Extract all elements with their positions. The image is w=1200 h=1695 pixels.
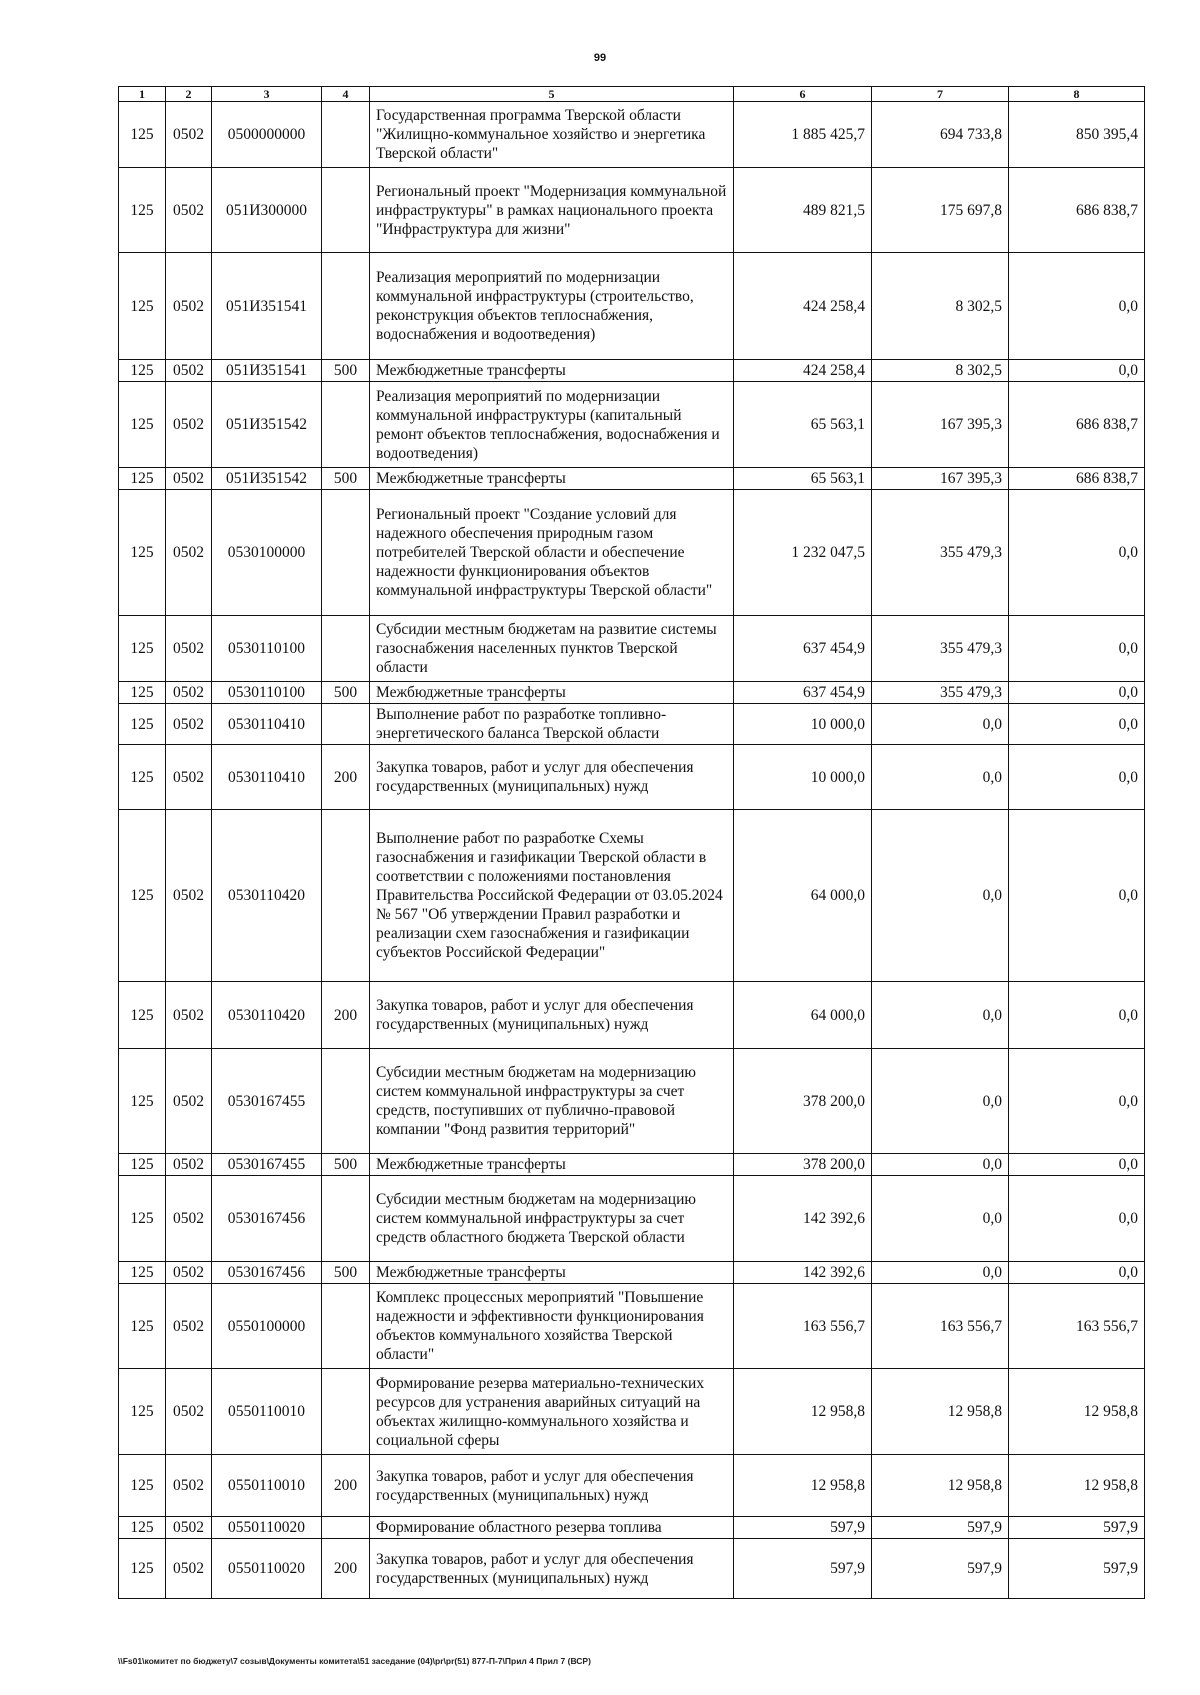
table-row: [119, 382, 1145, 468]
cell-target-article: 0530167455: [212, 1049, 322, 1154]
table-row: [119, 1517, 1145, 1539]
cell-description: Выполнение работ по разработке Схемы газоснабжения и газификации Тверской области в соответствии с положениями постановления Правительства Российской Федерации от 03.05.2024 № 567 "Об утверждении Правил разработки и реализации схем газоснабжения и газификации субъектов Российской Федерации": [370, 810, 734, 982]
cell-target-article: 051И351542: [212, 382, 322, 468]
cell-amount-6: 1 885 425,7: [734, 102, 872, 168]
cell-expense-type: [322, 382, 370, 468]
cell-section-code: 0502: [166, 1262, 212, 1284]
cell-target-article: 0530110410: [212, 704, 322, 745]
table-row: [119, 1154, 1145, 1176]
cell-admin-code: 125: [119, 1455, 166, 1517]
cell-amount-8: 0,0: [1009, 1176, 1145, 1262]
cell-expense-type: 200: [322, 982, 370, 1049]
cell-section-code: 0502: [166, 810, 212, 982]
cell-admin-code: 125: [119, 745, 166, 810]
cell-expense-type: [322, 810, 370, 982]
column-header: 4: [322, 87, 370, 102]
cell-amount-6: 142 392,6: [734, 1176, 872, 1262]
table-row: [119, 1455, 1145, 1517]
cell-amount-6: 64 000,0: [734, 810, 872, 982]
cell-description: Реализация мероприятий по модернизации коммунальной инфраструктуры (капитальный ремонт объектов теплоснабжения, водоснабжения и водоотведения): [370, 382, 734, 468]
cell-amount-8: 0,0: [1009, 682, 1145, 704]
cell-section-code: 0502: [166, 382, 212, 468]
cell-target-article: 0550100000: [212, 1284, 322, 1369]
footer-file-path: \\Fs01\комитет по бюджету\7 созыв\Документы комитета\51 заседание (04)\pr\pr(51) 877-П-7\Прил 4 Прил 7 (ВСР): [118, 1656, 591, 1666]
cell-section-code: 0502: [166, 360, 212, 382]
cell-amount-8: 0,0: [1009, 704, 1145, 745]
cell-amount-6: 378 200,0: [734, 1049, 872, 1154]
cell-expense-type: 200: [322, 745, 370, 810]
table-row: [119, 1049, 1145, 1154]
cell-amount-7: 355 479,3: [872, 490, 1009, 616]
cell-target-article: 0500000000: [212, 102, 322, 168]
table-row: [119, 1539, 1145, 1599]
cell-target-article: 0530167455: [212, 1154, 322, 1176]
cell-amount-7: 0,0: [872, 1176, 1009, 1262]
cell-admin-code: 125: [119, 1517, 166, 1539]
cell-amount-7: 167 395,3: [872, 382, 1009, 468]
cell-description: Комплекс процессных мероприятий "Повышение надежности и эффективности функционирования объектов коммунального хозяйства Тверской области": [370, 1284, 734, 1369]
cell-description: Субсидии местным бюджетам на развитие системы газоснабжения населенных пунктов Тверской области: [370, 616, 734, 682]
cell-description: Закупка товаров, работ и услуг для обеспечения государственных (муниципальных) нужд: [370, 982, 734, 1049]
cell-description: Межбюджетные трансферты: [370, 1154, 734, 1176]
cell-admin-code: 125: [119, 1539, 166, 1599]
cell-amount-8: 0,0: [1009, 745, 1145, 810]
cell-amount-8: 850 395,4: [1009, 102, 1145, 168]
cell-amount-6: 378 200,0: [734, 1154, 872, 1176]
cell-target-article: 0550110020: [212, 1539, 322, 1599]
cell-section-code: 0502: [166, 682, 212, 704]
cell-section-code: 0502: [166, 1049, 212, 1154]
cell-amount-7: 0,0: [872, 982, 1009, 1049]
cell-amount-7: 355 479,3: [872, 682, 1009, 704]
cell-section-code: 0502: [166, 168, 212, 253]
cell-amount-7: 0,0: [872, 810, 1009, 982]
cell-amount-7: 597,9: [872, 1539, 1009, 1599]
column-header: 6: [734, 87, 872, 102]
cell-amount-7: 0,0: [872, 704, 1009, 745]
table-row: [119, 1262, 1145, 1284]
column-header: 8: [1009, 87, 1145, 102]
cell-admin-code: 125: [119, 1284, 166, 1369]
cell-admin-code: 125: [119, 982, 166, 1049]
table-row: [119, 682, 1145, 704]
cell-description: Межбюджетные трансферты: [370, 1262, 734, 1284]
cell-amount-8: 0,0: [1009, 1262, 1145, 1284]
column-header: 3: [212, 87, 322, 102]
cell-target-article: 051И300000: [212, 168, 322, 253]
cell-expense-type: [322, 704, 370, 745]
table-row: [119, 810, 1145, 982]
cell-amount-7: 0,0: [872, 1049, 1009, 1154]
cell-admin-code: 125: [119, 468, 166, 490]
cell-expense-type: 500: [322, 1154, 370, 1176]
cell-target-article: 0530167456: [212, 1262, 322, 1284]
cell-description: Межбюджетные трансферты: [370, 682, 734, 704]
cell-amount-8: 686 838,7: [1009, 382, 1145, 468]
table-row: [119, 490, 1145, 616]
column-header: 2: [166, 87, 212, 102]
cell-admin-code: 125: [119, 810, 166, 982]
cell-amount-6: 64 000,0: [734, 982, 872, 1049]
cell-amount-7: 597,9: [872, 1517, 1009, 1539]
cell-amount-6: 637 454,9: [734, 616, 872, 682]
cell-amount-7: 167 395,3: [872, 468, 1009, 490]
cell-amount-7: 0,0: [872, 745, 1009, 810]
column-header: 1: [119, 87, 166, 102]
cell-admin-code: 125: [119, 704, 166, 745]
page-number: 99: [593, 52, 607, 64]
cell-description: Формирование резерва материально-технических ресурсов для устранения аварийных ситуаций на объектах жилищно-коммунального хозяйства и социальной сферы: [370, 1369, 734, 1455]
cell-expense-type: [322, 1517, 370, 1539]
cell-description: Выполнение работ по разработке топливно-энергетического баланса Тверской области: [370, 704, 734, 745]
cell-amount-7: 12 958,8: [872, 1455, 1009, 1517]
cell-admin-code: 125: [119, 253, 166, 360]
cell-target-article: 0550110010: [212, 1369, 322, 1455]
cell-section-code: 0502: [166, 1176, 212, 1262]
table-row: [119, 704, 1145, 745]
cell-description: Межбюджетные трансферты: [370, 360, 734, 382]
cell-expense-type: 500: [322, 468, 370, 490]
table-row: [119, 745, 1145, 810]
cell-amount-8: 0,0: [1009, 1049, 1145, 1154]
cell-expense-type: 500: [322, 682, 370, 704]
cell-description: Региональный проект "Модернизация коммунальной инфраструктуры" в рамках национального проекта "Инфраструктура для жизни": [370, 168, 734, 253]
cell-amount-8: 12 958,8: [1009, 1369, 1145, 1455]
cell-amount-6: 12 958,8: [734, 1455, 872, 1517]
cell-expense-type: 200: [322, 1539, 370, 1599]
cell-description: Формирование областного резерва топлива: [370, 1517, 734, 1539]
cell-target-article: 0530100000: [212, 490, 322, 616]
cell-amount-6: 597,9: [734, 1539, 872, 1599]
cell-amount-6: 637 454,9: [734, 682, 872, 704]
cell-admin-code: 125: [119, 1176, 166, 1262]
cell-amount-7: 355 479,3: [872, 616, 1009, 682]
header-row: [119, 87, 1145, 102]
cell-description: Закупка товаров, работ и услуг для обеспечения государственных (муниципальных) нужд: [370, 745, 734, 810]
cell-expense-type: 500: [322, 360, 370, 382]
cell-amount-6: 10 000,0: [734, 745, 872, 810]
table-row: [119, 982, 1145, 1049]
cell-admin-code: 125: [119, 360, 166, 382]
cell-amount-8: 686 838,7: [1009, 168, 1145, 253]
table-row: [119, 468, 1145, 490]
column-header: 5: [370, 87, 734, 102]
budget-table: [118, 86, 1145, 1599]
cell-amount-6: 424 258,4: [734, 360, 872, 382]
cell-target-article: 0550110020: [212, 1517, 322, 1539]
cell-admin-code: 125: [119, 1049, 166, 1154]
cell-amount-8: 686 838,7: [1009, 468, 1145, 490]
cell-expense-type: [322, 253, 370, 360]
table-row: [119, 1284, 1145, 1369]
cell-admin-code: 125: [119, 1154, 166, 1176]
cell-description: Реализация мероприятий по модернизации коммунальной инфраструктуры (строительство, реконструкция объектов теплоснабжения, водоснабжения и водоотведения): [370, 253, 734, 360]
cell-amount-7: 0,0: [872, 1262, 1009, 1284]
cell-amount-6: 424 258,4: [734, 253, 872, 360]
cell-amount-7: 163 556,7: [872, 1284, 1009, 1369]
cell-description: Закупка товаров, работ и услуг для обеспечения государственных (муниципальных) нужд: [370, 1455, 734, 1517]
cell-expense-type: [322, 168, 370, 253]
cell-section-code: 0502: [166, 1284, 212, 1369]
cell-description: Региональный проект "Создание условий для надежного обеспечения природным газом потребителей Тверской области и обеспечение надежности функционирования объектов коммунальной инфраструктуры Тверской области": [370, 490, 734, 616]
cell-amount-6: 163 556,7: [734, 1284, 872, 1369]
cell-target-article: 0530110100: [212, 682, 322, 704]
cell-admin-code: 125: [119, 102, 166, 168]
cell-expense-type: [322, 1049, 370, 1154]
cell-section-code: 0502: [166, 616, 212, 682]
table-row: [119, 102, 1145, 168]
cell-section-code: 0502: [166, 102, 212, 168]
cell-section-code: 0502: [166, 704, 212, 745]
table-row: [119, 360, 1145, 382]
cell-section-code: 0502: [166, 1539, 212, 1599]
cell-expense-type: [322, 1369, 370, 1455]
cell-admin-code: 125: [119, 1369, 166, 1455]
cell-amount-6: 65 563,1: [734, 382, 872, 468]
cell-amount-7: 8 302,5: [872, 360, 1009, 382]
cell-amount-6: 142 392,6: [734, 1262, 872, 1284]
cell-description: Межбюджетные трансферты: [370, 468, 734, 490]
cell-section-code: 0502: [166, 982, 212, 1049]
cell-target-article: 0530110410: [212, 745, 322, 810]
cell-expense-type: [322, 1284, 370, 1369]
cell-expense-type: [322, 1176, 370, 1262]
cell-amount-8: 0,0: [1009, 253, 1145, 360]
column-header: 7: [872, 87, 1009, 102]
cell-target-article: 051И351542: [212, 468, 322, 490]
cell-amount-8: 0,0: [1009, 1154, 1145, 1176]
cell-description: Субсидии местным бюджетам на модернизацию систем коммунальной инфраструктуры за счет средств, поступивших от публично-правовой компании "Фонд развития территорий": [370, 1049, 734, 1154]
cell-target-article: 0530167456: [212, 1176, 322, 1262]
cell-section-code: 0502: [166, 468, 212, 490]
cell-admin-code: 125: [119, 682, 166, 704]
cell-expense-type: [322, 102, 370, 168]
cell-amount-6: 597,9: [734, 1517, 872, 1539]
cell-admin-code: 125: [119, 168, 166, 253]
cell-amount-8: 0,0: [1009, 490, 1145, 616]
cell-amount-8: 597,9: [1009, 1517, 1145, 1539]
cell-amount-7: 0,0: [872, 1154, 1009, 1176]
cell-section-code: 0502: [166, 490, 212, 616]
cell-target-article: 0550110010: [212, 1455, 322, 1517]
cell-description: Государственная программа Тверской области "Жилищно-коммунальное хозяйство и энергетика Тверской области": [370, 102, 734, 168]
table-row: [119, 1369, 1145, 1455]
cell-expense-type: 200: [322, 1455, 370, 1517]
cell-amount-8: 0,0: [1009, 982, 1145, 1049]
table-row: [119, 253, 1145, 360]
cell-section-code: 0502: [166, 253, 212, 360]
cell-amount-8: 597,9: [1009, 1539, 1145, 1599]
cell-section-code: 0502: [166, 1154, 212, 1176]
cell-target-article: 0530110100: [212, 616, 322, 682]
cell-expense-type: [322, 490, 370, 616]
cell-admin-code: 125: [119, 382, 166, 468]
cell-amount-8: 0,0: [1009, 616, 1145, 682]
cell-expense-type: [322, 616, 370, 682]
cell-admin-code: 125: [119, 490, 166, 616]
cell-amount-8: 0,0: [1009, 360, 1145, 382]
cell-amount-6: 489 821,5: [734, 168, 872, 253]
cell-section-code: 0502: [166, 1369, 212, 1455]
cell-target-article: 0530110420: [212, 982, 322, 1049]
cell-section-code: 0502: [166, 745, 212, 810]
cell-target-article: 051И351541: [212, 253, 322, 360]
cell-amount-6: 12 958,8: [734, 1369, 872, 1455]
cell-expense-type: 500: [322, 1262, 370, 1284]
cell-description: Субсидии местным бюджетам на модернизацию систем коммунальной инфраструктуры за счет средств областного бюджета Тверской области: [370, 1176, 734, 1262]
cell-amount-8: 12 958,8: [1009, 1455, 1145, 1517]
table-row: [119, 1176, 1145, 1262]
cell-section-code: 0502: [166, 1517, 212, 1539]
cell-section-code: 0502: [166, 1455, 212, 1517]
cell-amount-8: 0,0: [1009, 810, 1145, 982]
cell-amount-7: 12 958,8: [872, 1369, 1009, 1455]
cell-target-article: 051И351541: [212, 360, 322, 382]
cell-target-article: 0530110420: [212, 810, 322, 982]
table-row: [119, 616, 1145, 682]
cell-amount-7: 175 697,8: [872, 168, 1009, 253]
cell-amount-6: 1 232 047,5: [734, 490, 872, 616]
cell-amount-6: 10 000,0: [734, 704, 872, 745]
cell-amount-7: 8 302,5: [872, 253, 1009, 360]
cell-description: Закупка товаров, работ и услуг для обеспечения государственных (муниципальных) нужд: [370, 1539, 734, 1599]
cell-amount-6: 65 563,1: [734, 468, 872, 490]
cell-amount-7: 694 733,8: [872, 102, 1009, 168]
cell-admin-code: 125: [119, 616, 166, 682]
table-row: [119, 168, 1145, 253]
cell-admin-code: 125: [119, 1262, 166, 1284]
cell-amount-8: 163 556,7: [1009, 1284, 1145, 1369]
